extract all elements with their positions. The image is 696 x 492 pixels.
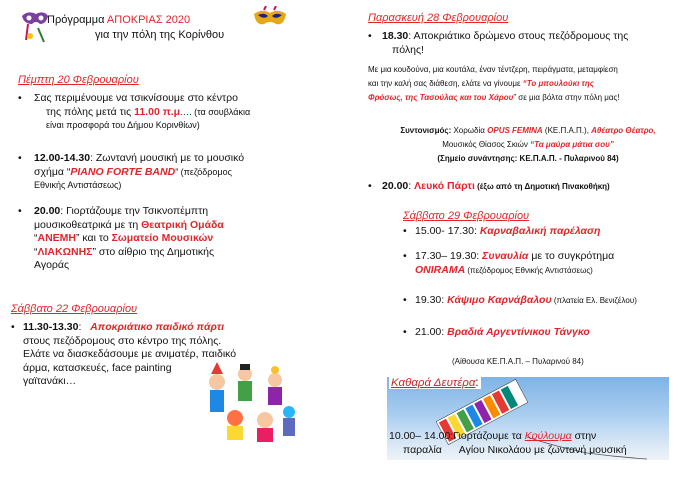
program-subtitle: για την πόλη της Κορίνθου [95,29,225,41]
clowns-illustration [205,362,297,444]
saturday29-item-4: • 21.00: Βραδιά Αργεντίνικου Τάνγκο [403,326,590,338]
saturday29-item-1: • 15.00- 17.30: Καρναβαλική παρέλαση [403,225,601,237]
thursday-item-2: • 12.00-14.30: Ζωντανή μουσική με το μουσικό σχήμα “PIANO FORTE BAND” (πεζόδρομος Εθνικής Αντιστάσεως) [18,152,245,190]
saturday29-item-2: • 17.30– 19.30: Συναυλία με το συγκρότημα ONIRAMA (πεζόδρομος Εθνικής Αντιστάσεως) [403,250,615,276]
white-party-item: • 20.00: Λευκό Πάρτι (έξω από τη Δημοτική Πινακοθήκη) [368,180,610,192]
friday-coordination: Συντονισμός: Χορωδία OPUS FEMINA (ΚΕ.Π.Α.Π.), Αθέατρο Θέατρο, Μουσικός Θίασος Σκιών “Τα μαύρα μάτια σου” (Σημείο συνάντησης: ΚΕ.Π.Α.Π. - Πυλαρινού 84) [400,126,656,163]
saturday22-item: • 11.30-13.30: Αποκριάτικο παιδικό πάρτι στους πεζόδρομους στο κέντρο της πόλης. Ελάτε να διασκεδάσουμε με ανιματέρ, παιδικό άρμα, κατασκευές, face painting γαϊτανάκι… [11,321,237,387]
thursday-heading: Πέμπτη 20 Φεβρουαρίου [18,74,139,86]
mask-icon-left [18,6,52,46]
saturday29-item-3: • 19.30: Κάψιμο Καρνάβαλου (πλατεία Ελ. Βενιζέλου) [403,294,637,306]
saturday29-place: (Αίθουσα ΚΕ.Π.Α.Π. – Πυλαρινού 84) [452,357,584,366]
friday-heading: Παρασκευή 28 Φεβρουαρίου [368,12,509,24]
thursday-item-1: • Σας περιμένουμε να τσικνίσουμε στο κέντρο της πόλης μετά τις 11.00 π.μ…. (τα σουβλάκια είναι προσφορά του Δήμου Κορινθίων) [18,92,251,130]
thursday-item-3: • 20.00: Γιορτάζουμε την Τσικνοπέμπτη μουσικοθεατρικά με τη Θεατρική Ομάδα “ΑΝΕΜΗ” και το Σωματείο Μουσικών “ΛΙΑΚΩΝΗΣ” στο αίθριο της Δημοτικής Αγοράς [18,205,224,271]
saturday22-heading: Σάββατο 22 Φεβρουαρίου [11,303,138,315]
kite-image [387,377,669,460]
clean-monday-text: 10.00– 14.00:Γιορτάζουμε τα Κούλουμα στην παραλία Αγίου Νικολάου με ζωντανή μουσική [389,430,627,456]
friday-description: Με μια κουδούνα, μια κουτάλα, έναν τέντζερη, πειράγματα, μεταμφίεση και την καλή σας διάθεση, ελάτε να γίνουμε “Το μπουλούκι της Φρόσως, της Τασούλας και του Χάρου” σε μια βόλτα στην πόλη μας! [368,65,620,102]
clean-monday-heading: Καθαρά Δευτέρα: [391,377,479,389]
program-title: Πρόγραμμα ΑΠΟΚΡΙΑΣ 2020 [47,14,191,26]
friday-item-1: • 18.30: Αποκριάτικο δρώμενο στους πεζόδρομους της πόλης! [368,30,629,56]
saturday29-heading: Σάββατο 29 Φεβρουαρίου [403,210,530,222]
mask-icon-right [252,6,288,34]
